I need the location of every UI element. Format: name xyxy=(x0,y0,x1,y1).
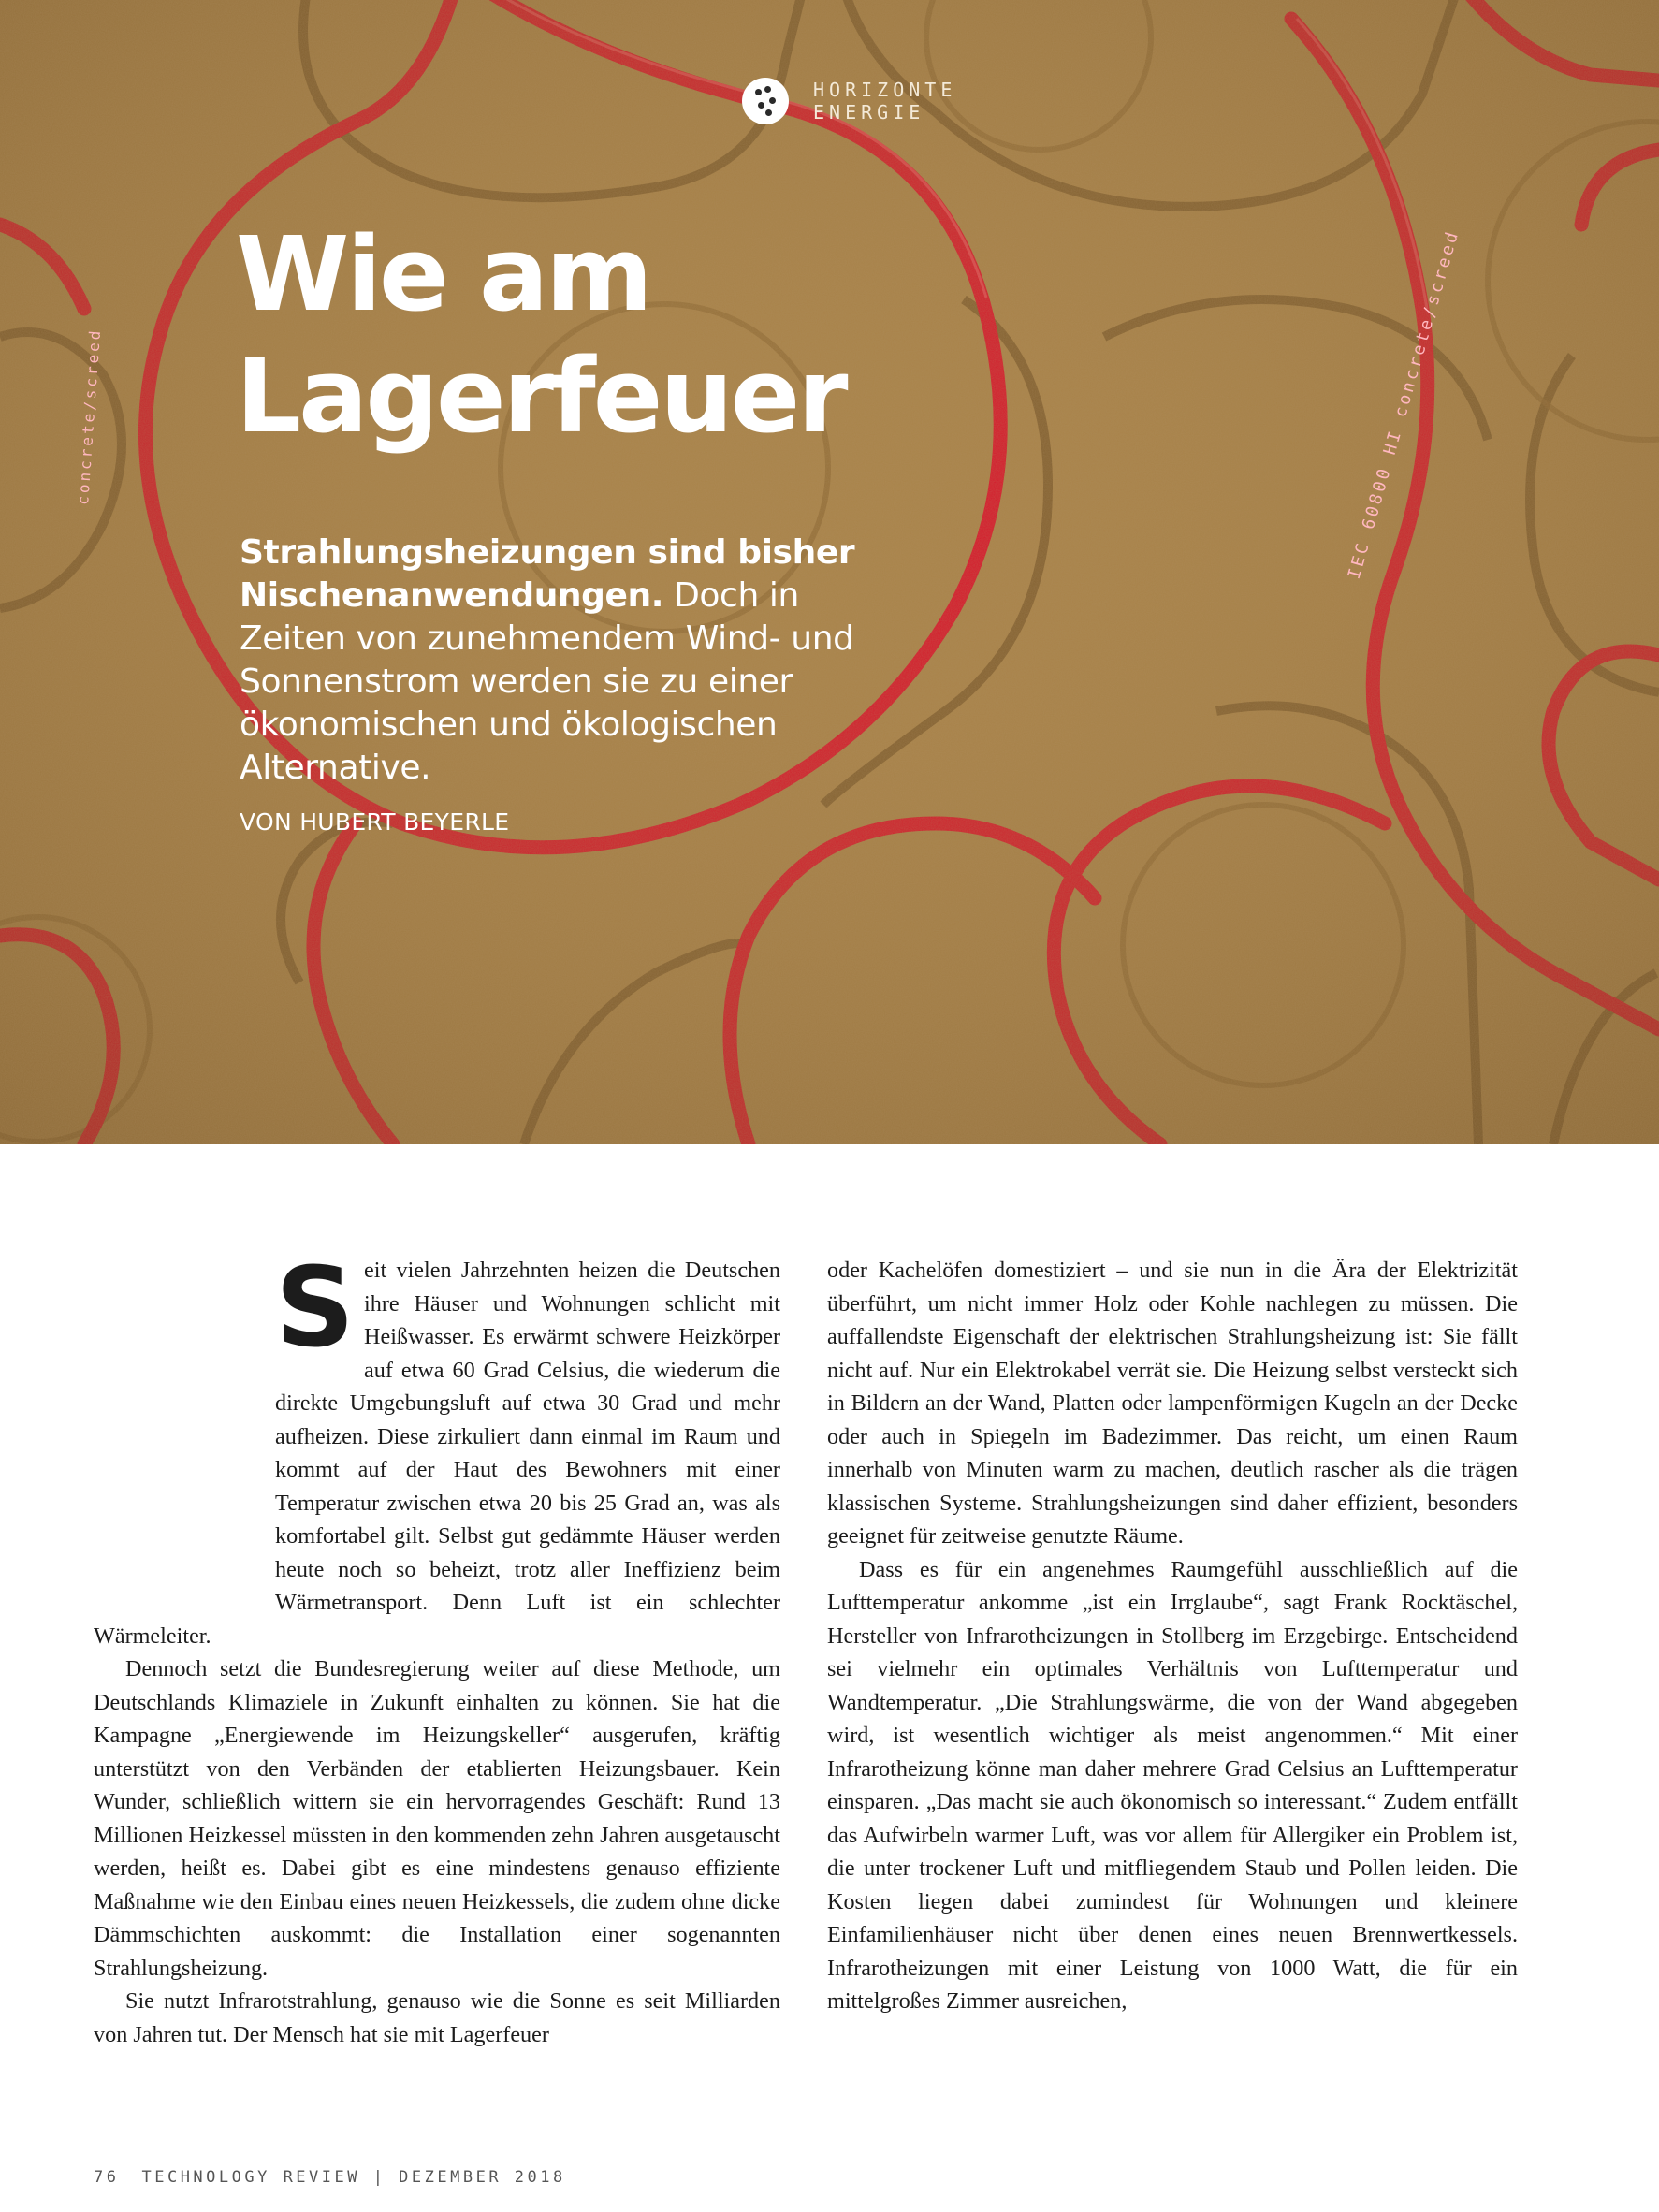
page-footer xyxy=(94,2168,589,2187)
body-paragraph-4: oder Kachelöfen domestiziert – und sie nun in die Ära der Elektrizität überführt, um nicht immer Holz oder Kohle nachlegen zu müssen. Die auffallendste Eigenschaft der elektrischen Strahlungsheizung ist: Sie fällt nicht auf. Nur ein Elektrokabel verrät sie. Die Heizung selbst versteckt sich in Bildern an der Wand, Platten oder lampenförmigen Kugeln an der Decke oder auch in Spiegeln im Badezimmer. Das reicht, um einen Raum innerhalb von Minuten warm zu machen, deutlich rascher als die trägen klassischen Systeme. Strahlungsheizungen sind daher effizient, besonders geeignet für zeitweise genutzte Räume. xyxy=(827,1258,1518,1549)
article-column-left xyxy=(94,1243,780,2051)
lead-rest: Doch in Zeiten von zunehmendem Wind- und Sonnenstrom werden sie zu einer ökonomischen und ökologischen Alternative. xyxy=(240,576,854,787)
cable-print-text-right: IEC 60800 HI concrete/screed xyxy=(1344,227,1463,582)
body-paragraph-5: Dass es für ein angenehmes Raumgefühl ausschließlich auf die Lufttemperatur ankomme „ist ein Irrglaube“, sagt Frank Rocktäschel, Hersteller von Infrarotheizungen in Stollberg im Erzgebirge. Entscheidend sei vielmehr ein optimales Verhältnis von Lufttemperatur und Wandtemperatur. „Die Strahlungswärme, die von der Wand abgegeben wird, ist wesentlich wichtiger als meist angenommen.“ Mit einer Infrarotheizung könne man daher mehrere Grad Celsius an Lufttemperatur einsparen. „Das macht sie auch ökonomisch so interessant.“ Zudem entfällt das Aufwirbeln warmer Luft, was vor allem für Allergiker ein Problem ist, die unter trockener Luft und mitfliegendem Staub und Pollen leiden. Die Kosten liegen dabei zumindest für Wohnungen und kleinere Einfamilienhäuser nicht über denen eines neuen Brennwertkessels. Infrarotheizungen mit einer Leistung von 1000 Watt, die für ein mittelgroßes Zimmer ausreichen, xyxy=(827,1556,1518,2014)
body-paragraph-1-text: eit vielen Jahrzehnten heizen die Deutschen ihre Häuser und Wohnungen schlicht mit Heißwasser. Es erwärmt schwere Heizkörper auf etwa 60 Grad Celsius, die wiederum die direkte Umgebungsluft auf etwa 30 Grad und mehr aufheizen. Diese zirkuliert dann einmal im Raum und kommt auf der Haut des Bewohners mit einer Temperatur zwischen etwa 20 bis 25 Grad an, was als komfortabel gilt. Selbst gut gedämmte Häuser werden heute noch so beheizt, trotz aller Ineffizienz beim Wärmetransport. Denn Luft ist ein schlechter Wärmeleiter. xyxy=(94,1258,780,1649)
article-lead xyxy=(240,531,895,790)
author-byline: VON HUBERT BEYERLE xyxy=(240,808,510,836)
lead-bold: Strahlungsheizungen sind bisher Nischenanwendungen. xyxy=(240,533,855,615)
section-name xyxy=(813,79,956,124)
section-name-line-1: HORIZONTE xyxy=(813,79,957,101)
magazine-issue: TECHNOLOGY REVIEW | DEZEMBER 2018 xyxy=(141,2168,566,2187)
body-paragraph-3: Sie nutzt Infrarotstrahlung, genauso wie die Sonne es seit Milliarden von Jahren tut. Der Mensch hat sie mit Lagerfeuer xyxy=(94,1988,780,2047)
column-indent-spacer xyxy=(94,1254,275,1613)
cable-print-text-left: concrete/screed xyxy=(74,327,105,506)
section-label xyxy=(742,75,956,127)
article-headline xyxy=(236,213,846,457)
dropcap: S xyxy=(275,1243,355,1372)
body-paragraph-2: Dennoch setzt die Bundesregierung weiter auf diese Methode, um Deutschlands Klimaziele in Zukunft einhalten zu können. Sie hat die Kampagne „Energiewende im Heizungskeller“ ausgerufen, kräftig unterstützt von den Verbänden der etablierten Heizungsbauer. Kein Wunder, schließlich wittern sie ein hervorragendes Geschäft: Rund 13 Millionen Heizkessel müssten in den kommenden zehn Jahren ausgetauscht werden, heißt es. Dabei gibt es eine mindestens genauso effiziente Maßnahme wie den Einbau eines neuen Heizkessels, die zudem ohne dicke Dämmschichten auskommt: die Installation einer sogenannten Strahlungsheizung. xyxy=(94,1656,780,1981)
headline-line-2: Lagerfeuer xyxy=(236,336,846,456)
section-name-line-2: ENERGIE xyxy=(813,101,925,124)
headline-line-1: Wie am xyxy=(236,214,650,334)
article-column-right xyxy=(827,1254,1518,2018)
dots-circle-icon xyxy=(742,78,789,124)
page-number: 76 xyxy=(94,2168,120,2187)
